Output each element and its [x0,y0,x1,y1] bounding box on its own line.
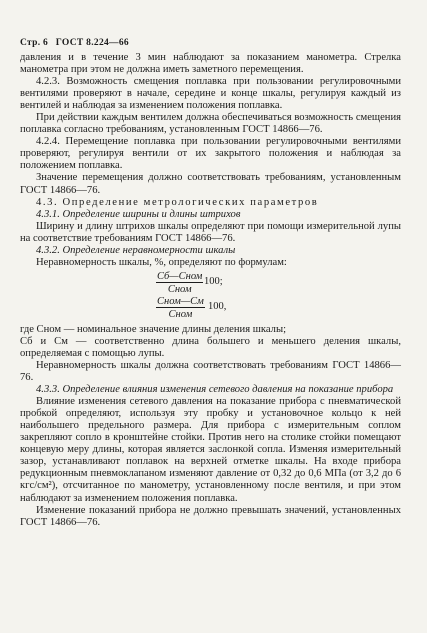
where-line-1 [20,324,401,336]
gost-number: ГОСТ 8.224—66 [55,38,129,48]
document-body [20,52,401,529]
where-symbol-1: где Cном — [20,323,75,335]
subsection-heading-4-3-1: 4.3.1. Определение ширины и длины штрихов [36,208,241,220]
where-text-1: номинальное значение длины деления шкалы; [77,323,287,335]
paragraph: Влияние изменения сетевого давления на показание прибора с пневматической пробкой определяют, используя эту пробку и установочное кольцо к ней наибольшего предельного размера. Для прибора с измерительным соплом закрепляют сопло в кронштейне стойки. Против него на столике стойки помещают концевую меру длины, которая является заслонкой сопла. Изменяя измерительный зазор, устанавливают поплавок на верхней отметке шкалы. На входе прибора редукционным пневмоклапаном изменяют давление от 0,32 до 0,6 МПа (от 3,2 до 6 кгс/см²), отсчитанное по манометру, установленному после вентиля, и при этом наблюдают за изменением положения поплавка. [20,396,401,504]
paragraph-4-2-3: 4.2.3. Возможность смещения поплавка при пользовании регулировочными вентилями проверяют в начале, середине и конце шкалы, регулируя каждый из вентилей и наблюдая за изменением положения поплавка. [20,76,401,112]
section-heading-4-3: 4.3. Определение метрологических параметров [36,196,319,208]
paragraph: При действии каждым вентилем должна обеспечиваться возможность смещения поплавка согласно требованиям, установленным ГОСТ 14866—76. [20,112,401,136]
where-text-2: соответственно длина большего и меньшего деления шкалы, определяемая с помощью лупы. [20,335,401,359]
paragraph: давления и в течение 3 мин наблюдают за показанием манометра. Стрелка манометра при этом не должна иметь заметного перемещения. [20,52,401,76]
paragraph: Изменение показаний прибора не должно превышать значений, установленных ГОСТ 14866—76. [20,504,401,528]
formula-2-numerator: Cном—Cм [157,295,204,307]
formula-2-denominator: Cном [168,308,193,320]
paragraph: Неравномерность шкалы, %, определяют по формулам: [36,256,287,268]
paragraph: Неравномерность шкалы должна соответствовать требованиям ГОСТ 14866—76. [20,359,401,384]
page-number: Стр. 6 [20,38,49,48]
paragraph: Значение перемещения должно соответствовать требованиям, установленным ГОСТ 14866—76. [20,172,401,196]
subsection-heading-4-3-2: 4.3.2. Определение неравномерности шкалы [36,244,236,256]
formula-1-fraction [156,271,203,295]
formula-2-multiplier: 100, [208,300,227,312]
where-line-2 [20,336,401,360]
formula-1-multiplier: 100; [204,275,223,287]
paragraph: Ширину и длину штрихов шкалы определяют при помощи измерительной лупы на соответствие требованиям ГОСТ 14866—76. [20,220,401,244]
formula-2-fraction [156,296,205,320]
where-symbol-2: Cб и Cм — [20,335,87,347]
formula-1-numerator: Cб—Cном [157,270,203,282]
subsection-heading-4-3-3: 4.3.3. Определение влияния изменения сетевого давления на показание прибора [36,384,394,396]
formula-1-denominator: Cном [167,283,192,295]
paragraph-4-2-4: 4.2.4. Перемещение поплавка при пользовании регулировочными вентилями проверяют, регулируя вентили от их закрытого положения и наблюдая за положением поплавка. [20,136,401,172]
page-header [20,38,134,48]
formulas [20,270,401,322]
